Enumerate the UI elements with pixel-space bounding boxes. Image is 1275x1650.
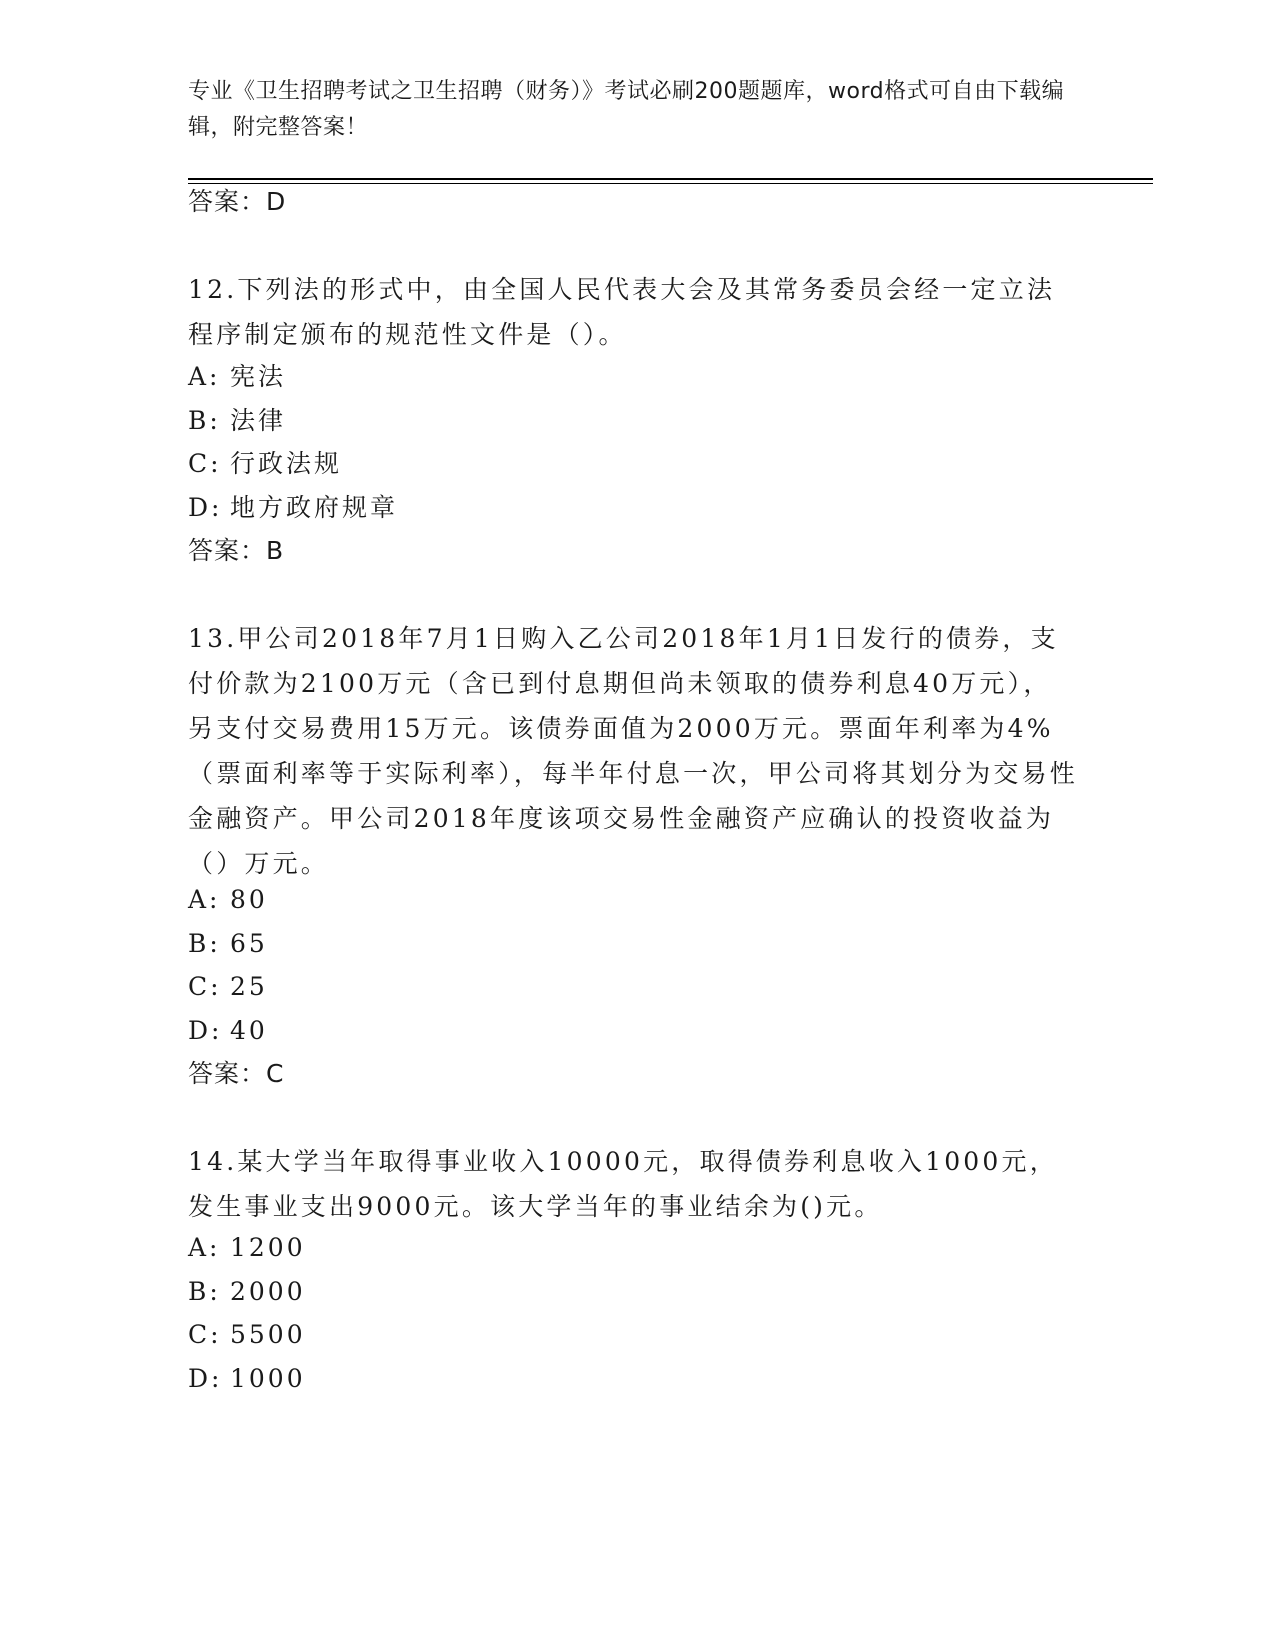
option-text: 25: [230, 972, 268, 1001]
question-13-answer: 答案：C: [188, 1059, 285, 1088]
option-text: 行政法规: [230, 449, 343, 478]
option-label: A:: [188, 362, 221, 391]
option-label: C:: [188, 449, 222, 478]
question-12-text: 12.下列法的形式中，由全国人民代表大会及其常务委员会经一定立法程序制定颁布的规范性文件是（）。: [188, 275, 1056, 349]
option-text: 2000: [230, 1277, 306, 1306]
question-12-option-b: [188, 401, 286, 441]
question-13-option-a: [188, 880, 268, 920]
question-13-text: 13.甲公司2018年7月1日购入乙公司2018年1月1日发行的债券，支付价款为2100万元（含已到付息期但尚未领取的债券利息40万元），另支付交易费用15万元。该债券面值为2000万元。票面年利率为4%（票面利率等于实际利率），每半年付息一次，甲公司将其划分为交易性金融资产。甲公司2018年度该项交易性金融资产应确认的投资收益为（）万元。: [188, 624, 1078, 878]
question-14-option-a: [188, 1228, 306, 1268]
option-text: 65: [230, 929, 268, 958]
option-label: A:: [188, 1233, 221, 1262]
option-label: C:: [188, 1320, 222, 1349]
option-label: B:: [188, 406, 221, 435]
option-text: 1200: [230, 1233, 306, 1262]
option-text: 80: [230, 885, 268, 914]
option-label: D:: [188, 1364, 223, 1393]
option-label: A:: [188, 885, 221, 914]
option-text: 法律: [230, 406, 287, 435]
option-text: 5500: [230, 1320, 306, 1349]
question-14-option-d: [188, 1359, 306, 1399]
header-divider: [188, 178, 1153, 180]
answer-prev: 答案：D: [188, 187, 287, 216]
option-text: 40: [230, 1016, 268, 1045]
question-14-option-c: [188, 1315, 306, 1355]
option-text: 1000: [230, 1364, 306, 1393]
question-12-option-c: [188, 444, 342, 484]
option-label: B:: [188, 929, 221, 958]
question-12-answer: 答案：B: [188, 536, 285, 565]
option-label: B:: [188, 1277, 221, 1306]
option-label: C:: [188, 972, 222, 1001]
option-label: D:: [188, 1016, 223, 1045]
header-divider-thin: [188, 183, 1153, 184]
question-14-text: 14.某大学当年取得事业收入10000元，取得债券利息收入1000元，发生事业支出9000元。该大学当年的事业结余为()元。: [188, 1147, 1058, 1221]
option-label: D:: [188, 493, 223, 522]
question-14-option-b: [188, 1272, 306, 1312]
option-text: 地方政府规章: [230, 493, 399, 522]
question-13-option-b: [188, 924, 268, 964]
question-12-option-d: [188, 488, 398, 528]
question-12-option-a: [188, 357, 286, 397]
option-text: 宪法: [230, 362, 287, 391]
question-13-option-c: [188, 967, 268, 1007]
question-13-option-d: [188, 1011, 268, 1051]
page-header: 专业《卫生招聘考试之卫生招聘（财务）》考试必刷200题题库，word格式可自由下载编辑，附完整答案！: [188, 79, 1065, 140]
